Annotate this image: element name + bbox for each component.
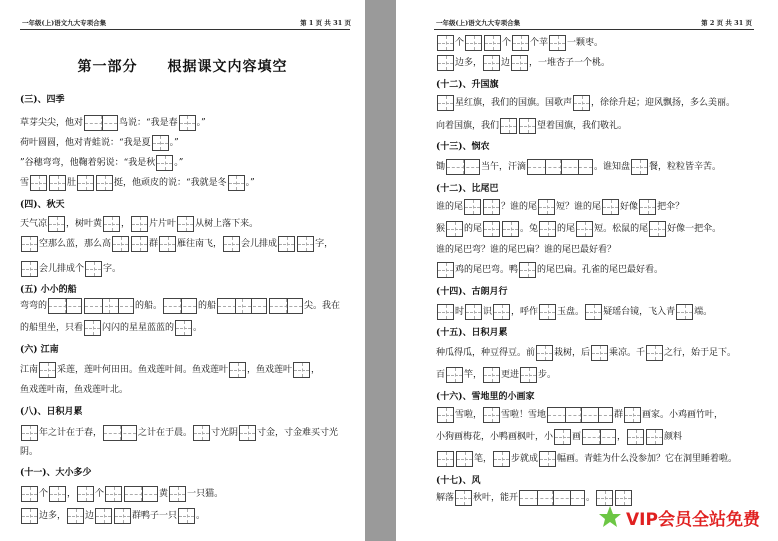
section-heading: (十二)、比尾巴 [436,184,499,194]
exercise-text: 雪啦！雪地 [501,410,547,420]
exercise-text: 寸金，寸金难买寸光 [257,428,339,438]
exercise-text: 的尾 [464,224,483,234]
writing-grid[interactable] [639,199,656,215]
header-rule [20,29,350,30]
page-header-right: 第 1 页 共 31 页 [300,19,351,27]
writing-grid[interactable] [520,367,537,383]
writing-grid[interactable] [179,115,196,131]
exercise-line [20,484,223,504]
exercise-line [20,423,338,443]
exercise-text: 尖。我在 [304,301,341,311]
writing-grid[interactable] [85,261,102,277]
writing-grid[interactable] [519,490,585,506]
section-heading: (十四)、古朗月行 [436,287,508,297]
writing-grid[interactable] [84,320,101,336]
exercise-text: 边 [85,511,95,521]
exercise-line [20,133,179,153]
writing-grid[interactable] [649,221,666,237]
exercise-text: 的船。 [135,301,163,311]
exercise-text: 天气凉 [20,219,48,229]
exercise-text: ， [121,219,131,229]
writing-grid[interactable] [21,261,38,277]
writing-grid[interactable] [483,55,500,71]
exercise-text: 把伞？ [657,202,685,212]
exercise-text: 的尾巴扁。孔雀的尾巴最好看。 [537,265,664,275]
exercise-text: 颜料 [664,432,683,442]
exercise-text: 的船 [198,301,217,311]
writing-grid[interactable] [39,362,56,378]
vip-watermark-text: VIP会员全站免费 [626,509,760,530]
exercise-text: 群鸭子一只 [132,511,178,521]
exercise-line [20,259,121,279]
exercise-line [436,405,723,425]
exercise-text: ， [311,365,321,375]
exercise-text: 。” [174,158,184,168]
exercise-text: 雁往南飞， [177,239,223,249]
writing-grid[interactable] [228,175,245,191]
exercise-text: 锄 [436,162,446,172]
writing-grid[interactable] [484,35,501,51]
writing-grid[interactable] [456,451,473,467]
exercise-text: 好像 [620,202,639,212]
section-heading: (四)、秋天 [20,200,65,210]
exercise-text: 边多， [39,511,67,521]
exercise-text: 百 [436,370,446,380]
exercise-text: 笔， [474,454,493,464]
writing-grid[interactable] [464,199,481,215]
exercise-line [436,260,663,280]
exercise-text: 一颗枣。 [567,38,604,48]
exercise-line [20,380,128,400]
exercise-text: 竿， [464,370,483,380]
writing-grid[interactable] [437,407,454,423]
writing-grid[interactable] [124,486,158,502]
exercise-text: 一只猫。 [187,489,224,499]
exercise-text: 当午，汗滴 [481,162,527,172]
writing-grid[interactable] [582,429,616,445]
writing-grid[interactable] [84,115,118,131]
writing-grid[interactable] [539,221,556,237]
writing-grid[interactable] [105,486,122,502]
writing-grid[interactable] [500,118,517,134]
exercise-text: 的尾 [557,224,576,234]
writing-grid[interactable] [446,159,480,175]
writing-grid[interactable] [239,425,256,441]
exercise-text: 群 [149,239,159,249]
exercise-text: 空那么蓝，那么高 [39,239,112,249]
document-page-1 [0,0,365,541]
exercise-text: 。” [245,178,255,188]
writing-grid[interactable] [223,236,240,252]
writing-grid[interactable] [175,320,192,336]
writing-grid[interactable] [217,298,267,314]
exercise-line [20,173,255,193]
exercise-text: ， [617,432,627,442]
writing-grid[interactable] [30,175,47,191]
exercise-line [436,93,735,113]
exercise-line [20,113,206,133]
exercise-line [436,219,721,239]
exercise-line [436,343,736,363]
writing-grid[interactable] [96,175,113,191]
header-rule [434,29,754,30]
writing-grid[interactable] [437,451,454,467]
exercise-line [20,153,183,173]
writing-grid[interactable] [646,429,663,445]
exercise-text: 草芽尖尖，他对 [20,118,84,128]
exercise-text: 边多， [455,58,483,68]
exercise-text: 片片叶 [149,219,177,229]
writing-grid[interactable] [465,35,482,51]
writing-grid[interactable] [676,304,693,320]
exercise-text: 黄 [159,489,169,499]
exercise-text: 个 [502,38,512,48]
section-heading: (十六)、雪地里的小画家 [436,392,535,402]
exercise-text: 解落 [436,493,455,503]
writing-grid[interactable] [511,55,528,71]
writing-grid[interactable] [646,345,663,361]
writing-grid[interactable] [631,159,648,175]
writing-grid[interactable] [446,367,463,383]
section-heading: (十三)、悯农 [436,142,490,152]
exercise-text: 画 [572,432,582,442]
writing-grid[interactable] [437,304,454,320]
exercise-line [20,506,205,526]
writing-grid[interactable] [536,345,553,361]
writing-grid[interactable] [493,451,510,467]
page-gutter [365,0,396,541]
writing-grid[interactable] [519,262,536,278]
exercise-line [436,53,610,73]
exercise-line [436,157,721,177]
exercise-text: 个 [455,38,465,48]
page-header-left: 一年级(上)语文九大专项合集 [22,19,107,27]
writing-grid[interactable] [84,298,134,314]
exercise-text: 雪啦， [455,410,483,420]
exercise-text: 个苹 [530,38,549,48]
writing-grid[interactable] [269,298,303,314]
exercise-text: 短。松鼠的尾 [594,224,649,234]
exercise-text: ，一堆杏子一个桃。 [529,58,611,68]
exercise-text: 江南 [20,365,39,375]
exercise-text: 向着国旗，我们 [436,121,500,131]
writing-grid[interactable] [67,508,84,524]
writing-grid[interactable] [573,95,590,111]
exercise-text: 。” [169,138,179,148]
exercise-text: 个 [39,489,49,499]
writing-grid[interactable] [103,216,120,232]
exercise-text: ， [67,489,77,499]
writing-grid[interactable] [103,425,137,441]
exercise-text: 会儿排成 [241,239,278,249]
writing-grid[interactable] [446,221,463,237]
exercise-text: 谁的尾巴弯？谁的尾巴扁？谁的尾巴最好看？ [436,245,617,255]
exercise-text: 荷叶圆圆，他对青蛙说：“我是夏 [20,138,151,148]
writing-grid[interactable] [159,236,176,252]
writing-grid[interactable] [455,490,472,506]
vip-watermark [598,500,778,534]
exercise-text: 秋叶，能开 [473,493,519,503]
writing-grid[interactable] [21,236,38,252]
exercise-line [436,449,737,469]
writing-grid[interactable] [163,298,197,314]
writing-grid[interactable] [293,362,310,378]
writing-grid[interactable] [278,236,295,252]
section-heading: (十七)、风 [436,476,481,486]
writing-grid[interactable] [21,508,38,524]
writing-grid[interactable] [585,304,602,320]
section-heading: (十二)、升国旗 [436,80,499,90]
exercise-text: 鸡的尾巴弯。鸭 [455,265,519,275]
writing-grid[interactable] [539,451,556,467]
exercise-text: 时 [455,307,465,317]
section-heading: (八)、日积月累 [20,407,83,417]
writing-grid[interactable] [112,236,129,252]
exercise-text: 寸光阴 [211,428,239,438]
exercise-text: 群 [614,410,624,420]
exercise-text: 弯弯的 [20,301,48,311]
writing-grid[interactable] [591,345,608,361]
exercise-text: 栽树，后 [554,348,591,358]
writing-grid[interactable] [538,199,555,215]
exercise-text: 种瓜得瓜，种豆得豆。前 [436,348,536,358]
exercise-text: 星红旗，我们的国旗。国歌声 [455,98,573,108]
exercise-text: 字。 [103,264,122,274]
writing-grid[interactable] [437,35,454,51]
exercise-line [20,214,258,234]
exercise-text: 从树上落下来。 [195,219,259,229]
exercise-text: 乘凉。千 [609,348,646,358]
writing-grid[interactable] [627,429,644,445]
exercise-text: 闪闪的星星蓝蓝的 [102,323,175,333]
exercise-text: 短？谁的尾 [556,202,602,212]
writing-grid[interactable] [483,221,500,237]
exercise-text: 小狗画梅花，小鸭画枫叶，小 [436,432,554,442]
writing-grid[interactable] [539,304,556,320]
writing-grid[interactable] [169,486,186,502]
writing-grid[interactable] [152,135,169,151]
exercise-line [436,427,682,447]
section-heading: (六) 江南 [20,345,59,355]
writing-grid[interactable] [48,216,65,232]
exercise-line [436,116,627,136]
exercise-text: 。 [586,493,596,503]
writing-grid[interactable] [519,118,536,134]
writing-grid[interactable] [77,175,94,191]
writing-grid[interactable] [131,236,148,252]
writing-grid[interactable] [465,304,482,320]
exercise-line [436,240,616,260]
writing-grid[interactable] [156,155,173,171]
writing-grid[interactable] [576,221,593,237]
exercise-line [436,197,684,217]
exercise-line [436,33,603,53]
writing-grid[interactable] [21,486,38,502]
exercise-text: 鸟说：“我是春 [119,118,178,128]
writing-grid[interactable] [437,55,454,71]
exercise-text: 之计在于晨。 [138,428,193,438]
exercise-line [20,442,38,462]
writing-grid[interactable] [297,236,314,252]
section-heading: (五) 小小的船 [20,285,77,295]
exercise-text: 餐，粒粒皆辛苦。 [649,162,722,172]
exercise-text: 。 [196,511,206,521]
writing-grid[interactable] [229,362,246,378]
exercise-text: 边 [501,58,511,68]
exercise-text: 画家。小鸡画竹叶， [642,410,724,420]
writing-grid[interactable] [131,216,148,232]
writing-grid[interactable] [48,298,82,314]
exercise-text: 步就成 [511,454,539,464]
exercise-text: 。谁知盘 [594,162,631,172]
section-heading: (十五)、日积月累 [436,328,508,338]
exercise-text: 谁的尾 [436,202,464,212]
writing-grid[interactable] [502,221,519,237]
exercise-text: 猴 [436,224,446,234]
exercise-text: 更进 [501,370,520,380]
writing-grid[interactable] [547,407,613,423]
page-header-left: 一年级(上)语文九大专项合集 [436,19,521,27]
exercise-text: 端。 [694,307,713,317]
writing-grid[interactable] [95,508,112,524]
exercise-text: 好像一把伞。 [667,224,722,234]
writing-grid[interactable] [624,407,641,423]
writing-grid[interactable] [483,367,500,383]
exercise-text: 个 [95,489,105,499]
exercise-line [20,360,320,380]
page-title: 第一部分 根据课文内容填空 [77,59,288,75]
exercise-line [436,365,556,385]
exercise-text: 肚 [67,178,77,188]
writing-grid[interactable] [512,35,529,51]
writing-grid[interactable] [602,199,619,215]
exercise-text: 步。 [538,370,557,380]
exercise-text: ，徐徐升起；迎风飘扬，多么美丽。 [591,98,736,108]
exercise-text: 望着国旗，我们敬礼。 [537,121,628,131]
exercise-line [20,234,333,254]
exercise-text: ”谷穗弯弯，他鞠着躬说：“我是秋 [20,158,156,168]
exercise-text: 采莲，莲叶何田田。鱼戏莲叶间。鱼戏莲叶 [57,365,229,375]
exercise-text: 幅画。青蛙为什么没参加？它在洞里睡着啦。 [557,454,738,464]
exercise-text: 雪 [20,178,30,188]
writing-grid[interactable] [527,159,593,175]
writing-grid[interactable] [114,508,131,524]
exercise-text: 会儿排成个 [39,264,85,274]
writing-grid[interactable] [437,95,454,111]
exercise-line [20,296,340,316]
exercise-text: 鱼戏莲叶南，鱼戏莲叶北。 [20,385,129,395]
exercise-text: 玉盘。 [557,307,585,317]
exercise-text: ，呼作 [511,307,539,317]
writing-grid[interactable] [554,429,571,445]
writing-grid[interactable] [483,199,500,215]
section-heading: (三)、四季 [20,95,65,105]
writing-grid[interactable] [21,425,38,441]
exercise-text: 疑瑶台镜，飞入青 [603,307,676,317]
writing-grid[interactable] [49,486,66,502]
exercise-text: 挺，他顽皮的说：“我就是冬 [114,178,227,188]
document-page-2 [396,0,778,541]
exercise-text: 。兔 [520,224,539,234]
writing-grid[interactable] [177,216,194,232]
exercise-text: 。 [193,323,203,333]
writing-grid[interactable] [483,407,500,423]
writing-grid[interactable] [77,486,94,502]
section-heading: (十一)、大小多少 [20,468,92,478]
exercise-text: 。” [196,118,206,128]
exercise-text: 识 [483,307,493,317]
writing-grid[interactable] [437,262,454,278]
exercise-line [20,318,202,338]
writing-grid[interactable] [493,304,510,320]
writing-grid[interactable] [178,508,195,524]
page-header-right: 第 2 页 共 31 页 [701,19,752,27]
writing-grid[interactable] [549,35,566,51]
exercise-text: 之行，始于足下。 [664,348,737,358]
exercise-text: ？谁的尾 [501,202,538,212]
writing-grid[interactable] [193,425,210,441]
exercise-text: 字， [315,239,334,249]
exercise-text: 年之计在于春， [39,428,103,438]
writing-grid[interactable] [49,175,66,191]
star-icon [598,505,622,529]
exercise-text: 的船里坐，只看 [20,323,84,333]
exercise-line [436,302,712,322]
exercise-text: 阴。 [20,447,39,457]
exercise-text: ，树叶黄 [66,219,103,229]
exercise-text: ，鱼戏莲叶 [247,365,293,375]
